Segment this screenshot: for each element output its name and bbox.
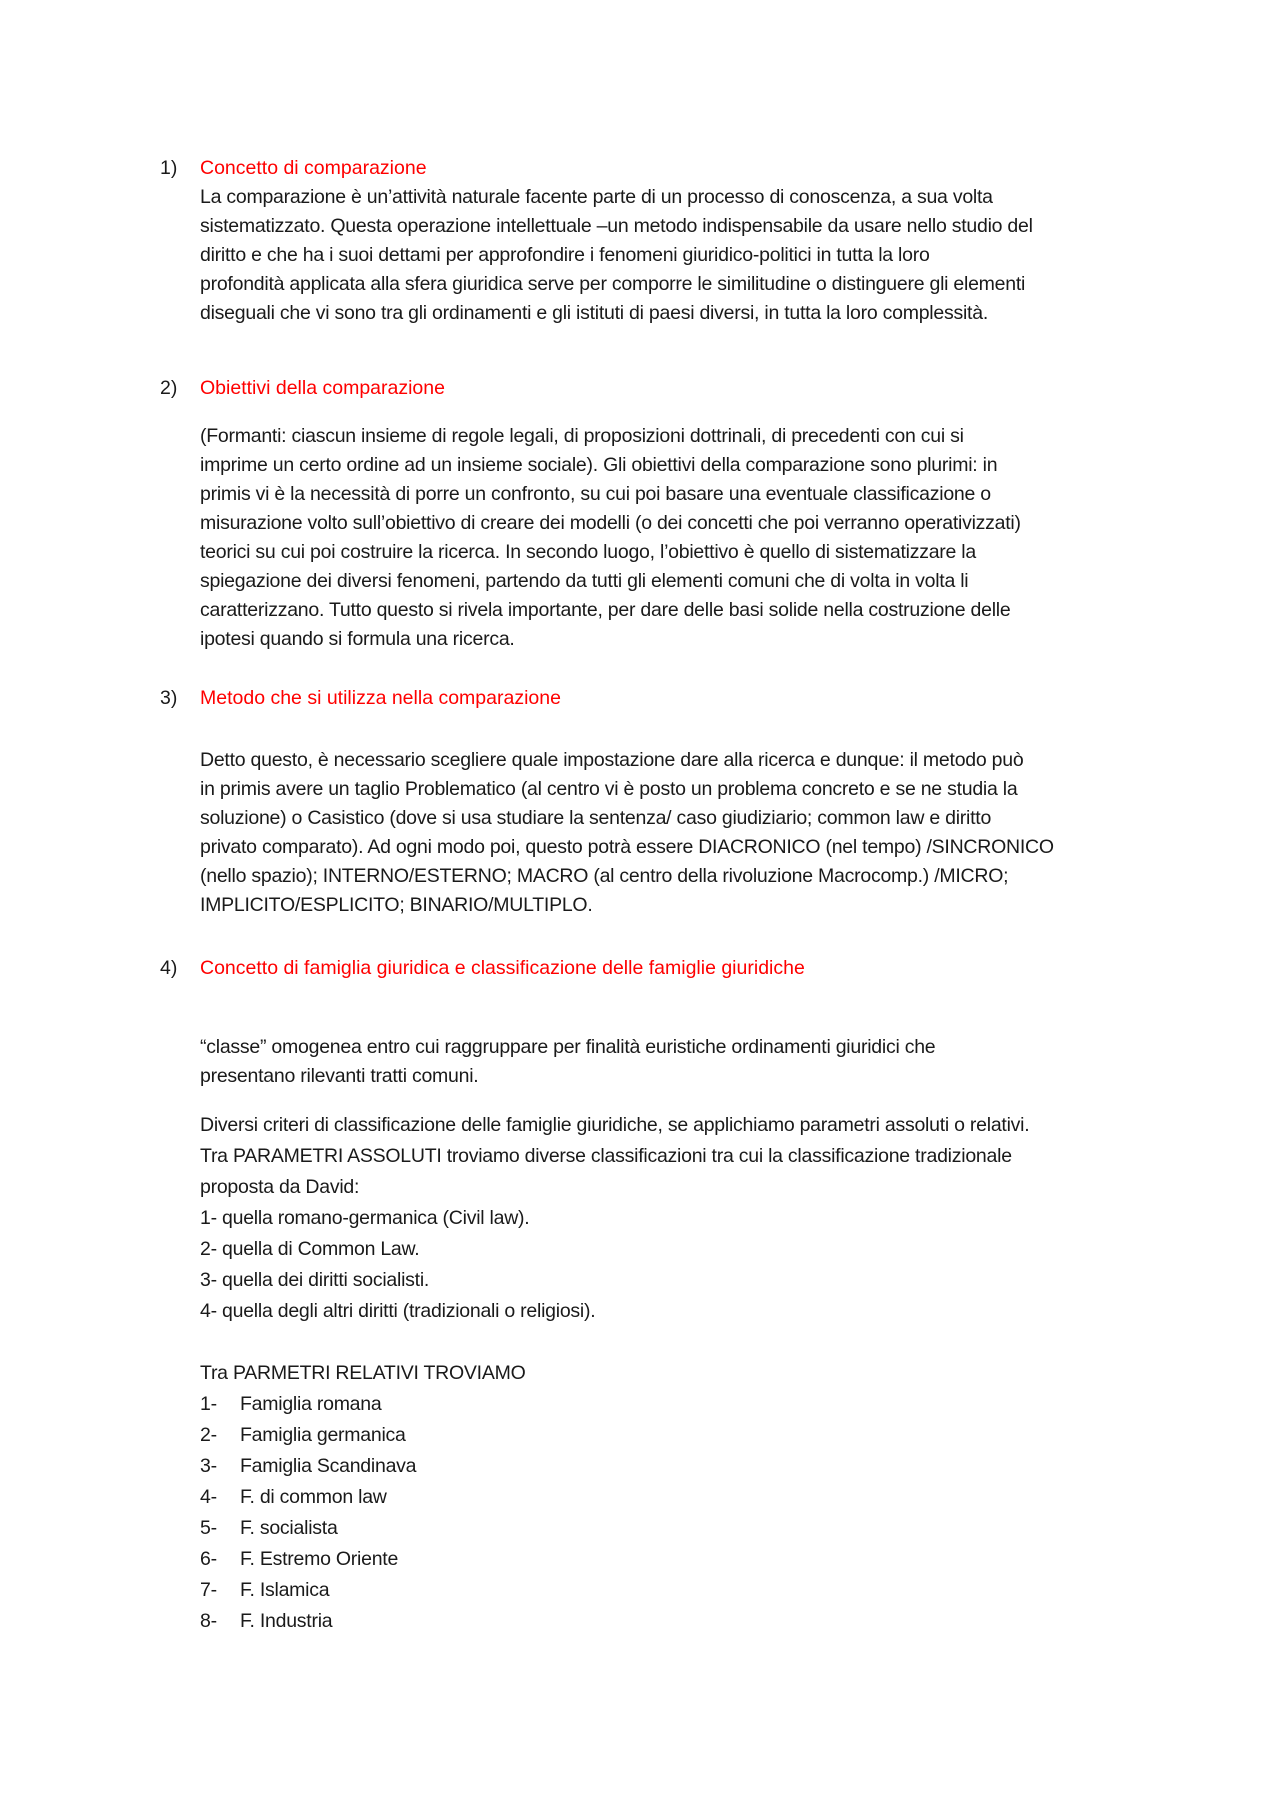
list-label: Famiglia germanica (240, 1424, 406, 1446)
paragraph-line: Tra PARAMETRI ASSOLUTI troviamo diverse classificazioni tra cui la classificazione tradizionale (200, 1145, 1012, 1167)
paragraph-line: Detto questo, è necessario scegliere quale impostazione dare alla ricerca e dunque: il metodo può (200, 749, 1024, 771)
paragraph-line: in primis avere un taglio Problematico (al centro vi è posto un problema concreto e se ne studia la (200, 778, 1018, 800)
list-label: Famiglia Scandinava (240, 1455, 417, 1477)
section-2-body (200, 422, 1180, 654)
relative-heading: Tra PARMETRI RELATIVI TROVIAMO (200, 1362, 526, 1384)
list-label: F. socialista (240, 1517, 338, 1539)
paragraph-line: diseguali che vi sono tra gli ordinamenti e gli istituti di paesi diversi, in tutta la loro complessità. (200, 302, 988, 324)
list-number: 4- (200, 1486, 217, 1508)
section-1-body (200, 183, 1180, 328)
relative-list-item (200, 1575, 1180, 1606)
relative-list-item (200, 1451, 1180, 1482)
relative-list-item (200, 1606, 1180, 1637)
paragraph-line: profondità applicata alla sfera giuridica serve per comporre le similitudine o distinguere gli elementi (200, 273, 1026, 295)
absolute-list-item: 1- quella romano-germanica (Civil law). (200, 1207, 530, 1229)
paragraph-line: (nello spazio); INTERNO/ESTERNO; MACRO (al centro della rivoluzione Macrocomp.) /MICRO; (200, 865, 1009, 887)
paragraph-line: primis vi è la necessità di porre un confronto, su cui poi basare una eventuale classificazione o (200, 483, 991, 505)
section-title: Obiettivi della comparazione (200, 377, 445, 399)
paragraph-line: diritto e che ha i suoi dettami per approfondire i fenomeni giuridico-politici in tutta la loro (200, 244, 930, 266)
paragraph-line: La comparazione è un’attività naturale facente parte di un processo di conoscenza, a sua volta (200, 186, 993, 208)
section-title: Concetto di comparazione (200, 157, 427, 179)
paragraph-line: proposta da David: (200, 1176, 360, 1198)
absolute-list-item: 4- quella degli altri diritti (tradizionali o religiosi). (200, 1300, 596, 1322)
family-definition (200, 1033, 1180, 1091)
list-number: 8- (200, 1610, 217, 1632)
relative-list-item (200, 1420, 1180, 1451)
paragraph-line: ipotesi quando si formula una ricerca. (200, 628, 515, 650)
paragraph-line: privato comparato). Ad ogni modo poi, questo potrà essere DIACRONICO (nel tempo) /SINCRONICO (200, 836, 1054, 858)
classification-criteria (200, 1110, 1180, 1327)
list-number: 7- (200, 1579, 217, 1601)
section-number: 1) (160, 157, 178, 179)
list-number: 6- (200, 1548, 217, 1570)
list-label: F. Estremo Oriente (240, 1548, 399, 1570)
absolute-list-item: 3- quella dei diritti socialisti. (200, 1269, 430, 1291)
section-number: 4) (160, 957, 178, 979)
absolute-list-item: 2- quella di Common Law. (200, 1238, 420, 1260)
list-label: F. Islamica (240, 1579, 330, 1601)
list-number: 3- (200, 1455, 217, 1477)
paragraph-line: Diversi criteri di classificazione delle famiglie giuridiche, se applichiamo parametri assoluti o relativi. (200, 1114, 1030, 1136)
paragraph-line: soluzione) o Casistico (dove si usa studiare la sentenza/ caso giudiziario; common law e diritto (200, 807, 992, 829)
list-label: F. Industria (240, 1610, 333, 1632)
relative-list-item (200, 1513, 1180, 1544)
list-number: 2- (200, 1424, 217, 1446)
paragraph-line: (Formanti: ciascun insieme di regole legali, di proposizioni dottrinali, di precedenti con cui si (200, 425, 964, 447)
section-3-body (200, 746, 1180, 920)
paragraph-line: caratterizzano. Tutto questo si rivela importante, per dare delle basi solide nella costruzione delle (200, 599, 1011, 621)
section-number: 3) (160, 687, 178, 709)
paragraph-line: imprime un certo ordine ad un insieme sociale). Gli obiettivi della comparazione sono plurimi: in (200, 454, 998, 476)
list-label: F. di common law (240, 1486, 387, 1508)
paragraph-line: misurazione volto sull’obiettivo di creare dei modelli (o dei concetti che poi verranno operativizzati) (200, 512, 1021, 534)
relative-parameters (200, 1358, 1180, 1637)
section-title: Metodo che si utilizza nella comparazione (200, 687, 561, 709)
section-number: 2) (160, 377, 178, 399)
list-number: 5- (200, 1517, 217, 1539)
relative-list-item (200, 1482, 1180, 1513)
paragraph-line: IMPLICITO/ESPLICITO; BINARIO/MULTIPLO. (200, 894, 593, 916)
relative-list-item (200, 1389, 1180, 1420)
paragraph-line: spiegazione dei diversi fenomeni, partendo da tutti gli elementi comuni che di volta in volta li (200, 570, 969, 592)
list-label: Famiglia romana (240, 1393, 382, 1415)
section-title: Concetto di famiglia giuridica e classificazione delle famiglie giuridiche (200, 957, 805, 979)
paragraph-line: “classe” omogenea entro cui raggruppare per finalità euristiche ordinamenti giuridici che (200, 1036, 936, 1058)
relative-list-item (200, 1544, 1180, 1575)
paragraph-line: teorici su cui poi costruire la ricerca. In secondo luogo, l’obiettivo è quello di sistematizzare la (200, 541, 976, 563)
paragraph-line: presentano rilevanti tratti comuni. (200, 1065, 479, 1087)
list-number: 1- (200, 1393, 217, 1415)
paragraph-line: sistematizzato. Questa operazione intellettuale –un metodo indispensabile da usare nello studio del (200, 215, 1033, 237)
